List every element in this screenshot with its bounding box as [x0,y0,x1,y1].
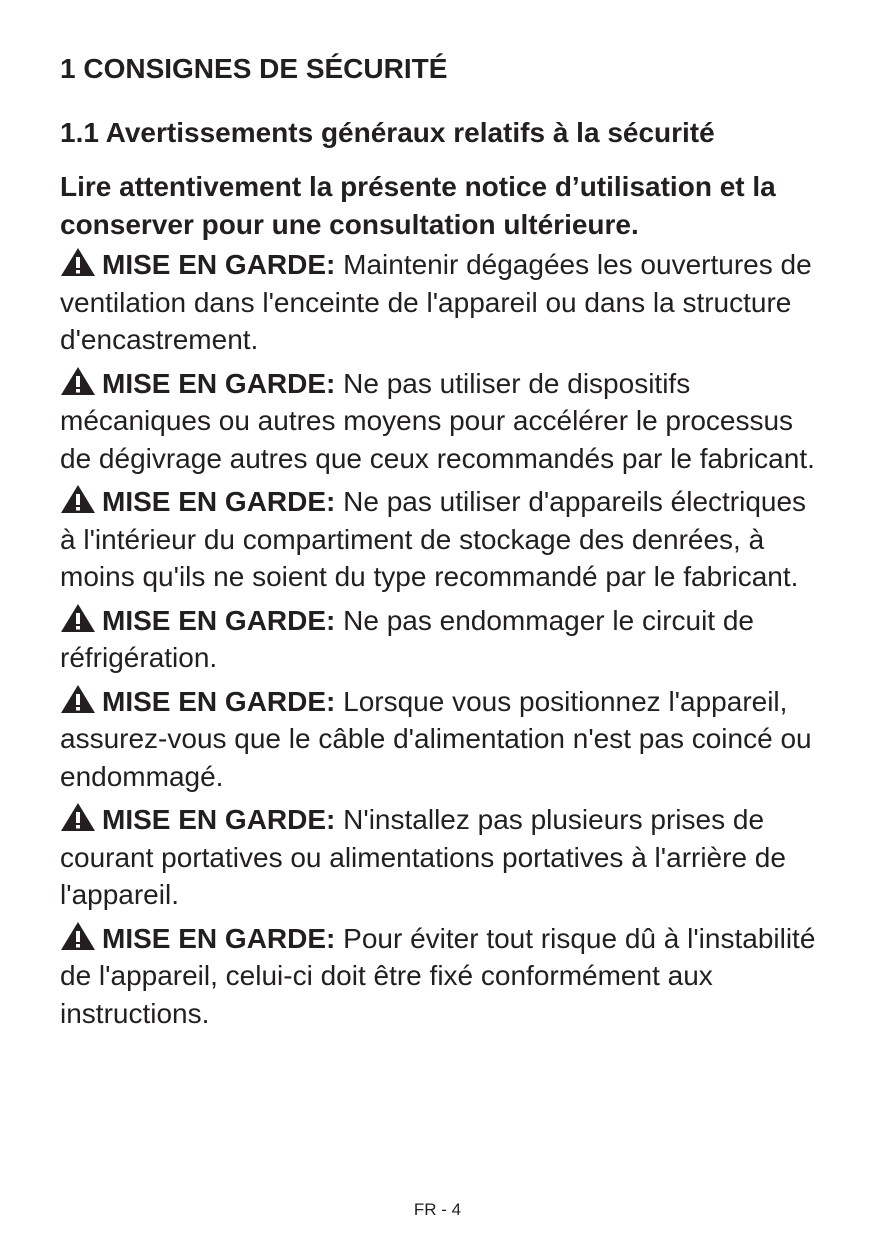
warning-text: N'installez pas plusieurs prises de courant portatives ou alimentations portatives à l'arrière de l'appareil. [60,804,786,910]
warning-item [60,483,820,596]
warning-text: Maintenir dégagées les ouvertures de ventilation dans l'enceinte de l'appareil ou dans la structure d'encastrement. [60,249,812,355]
warning-triangle-icon [60,366,96,396]
warning-text: Ne pas utiliser de dispositifs mécaniques ou autres moyens pour accélérer le processus de dégivrage autres que ceux recommandés par le fabricant. [60,367,815,474]
warning-label: MISE EN GARDE: [102,486,336,517]
warning-label: MISE EN GARDE: [102,685,336,717]
warning-label: MISE EN GARDE: [102,249,336,280]
warning-item [60,920,820,1033]
warning-label: MISE EN GARDE: [102,604,336,636]
intro-text: Lire attentivement la présente notice d’utilisation et la conserver pour une consultation ultérieure. [60,171,776,240]
warning-text: Lorsque vous positionnez l'appareil, assurez-vous que le câble d'alimentation n'est pas coincé ou endommagé. [60,685,812,792]
section-title: 1 CONSIGNES DE SÉCURITÉ [60,53,448,84]
warning-triangle-icon [60,603,96,633]
warning-item [60,365,820,478]
subsection-title: 1.1 Avertissements généraux relatifs à la sécurité [60,117,715,148]
warning-text: Ne pas utiliser d'appareils électriques à l'intérieur du compartiment de stockage des denrées, à moins qu'ils ne soient du type recommandé par le fabricant. [60,486,807,592]
warning-label: MISE EN GARDE: [102,367,336,399]
warning-item [60,801,820,914]
page-content [60,50,820,1038]
warning-text: Ne pas endommager le circuit de réfrigération. [60,604,755,673]
warning-triangle-icon [60,684,96,714]
warning-triangle-icon [60,921,96,951]
warning-item [60,683,820,796]
warning-triangle-icon [60,802,96,832]
warning-label: MISE EN GARDE: [102,804,336,835]
warning-item [60,602,820,677]
warning-triangle-icon [60,247,96,277]
warning-label: MISE EN GARDE: [102,922,336,954]
warning-triangle-icon [60,484,96,514]
warning-item [60,246,820,359]
warning-text: Pour éviter tout risque dû à l'instabilité de l'appareil, celui-ci doit être fixé conformément aux instructions. [60,922,816,1029]
page-number: FR - 4 [413,1200,462,1219]
